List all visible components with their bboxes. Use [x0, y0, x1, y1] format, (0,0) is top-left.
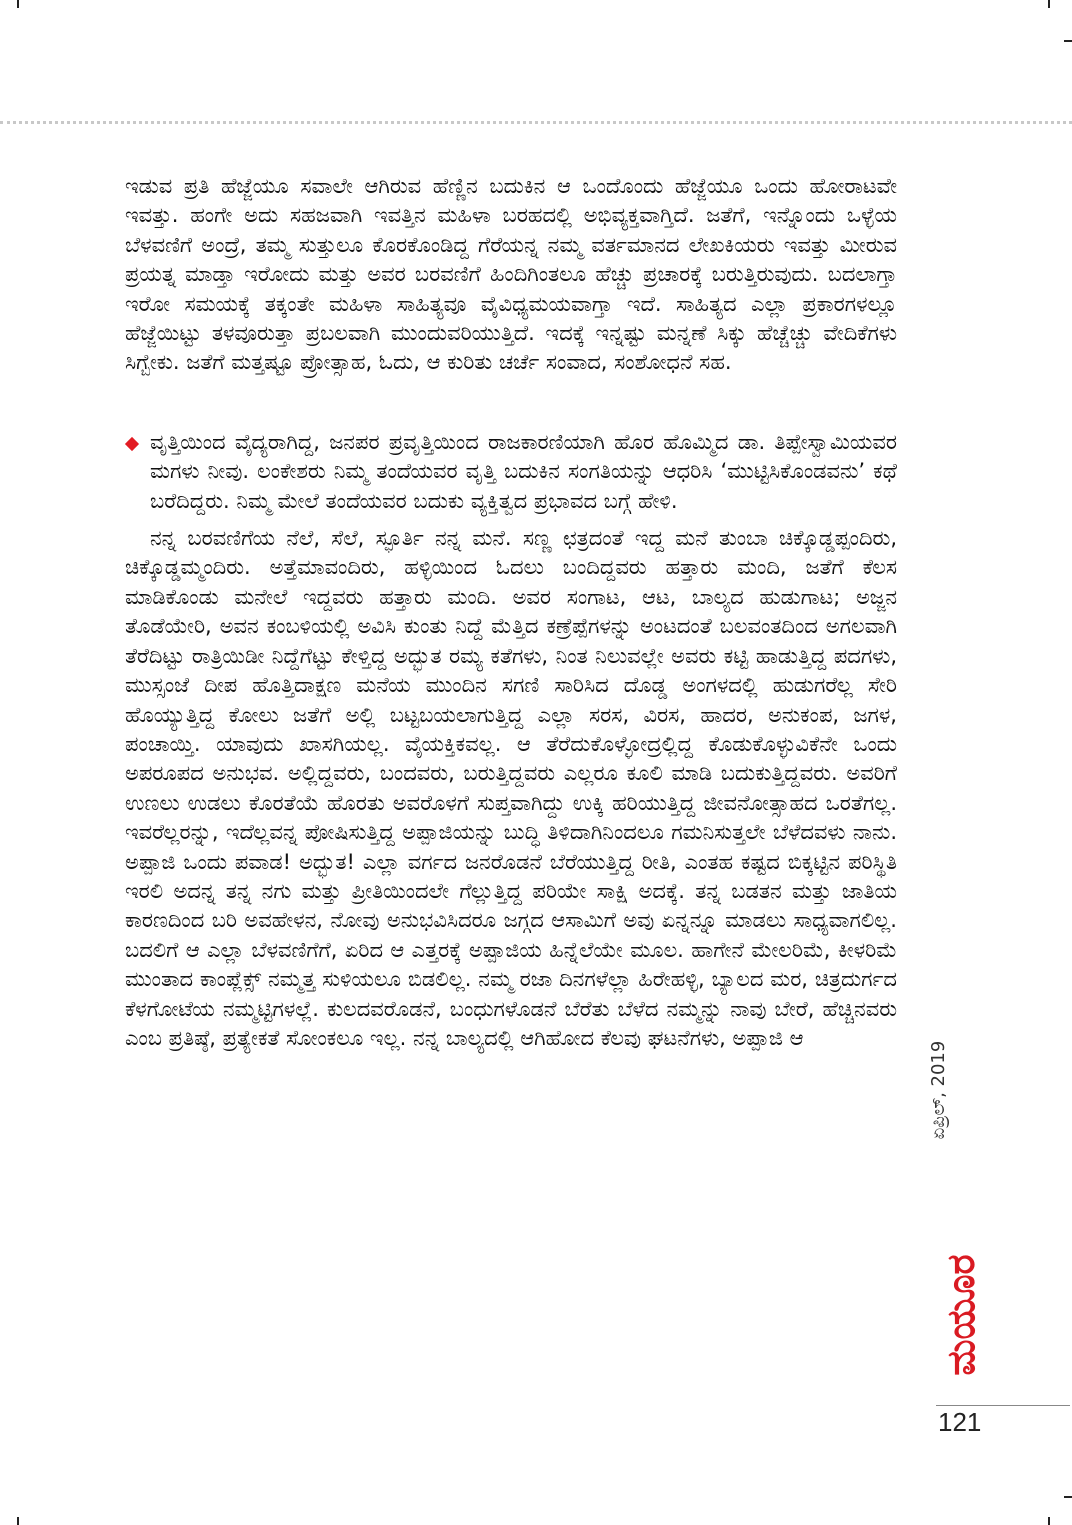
article-body	[125, 172, 897, 1053]
answer-paragraph: ನನ್ನ ಬರವಣಿಗೆಯ ನೆಲೆ, ಸೆಲೆ, ಸ್ಫೂರ್ತಿ ನನ್ನ ಮನೆ. ಸಣ್ಣ ಛತ್ರದಂತೆ ಇದ್ದ ಮನೆ ತುಂಬಾ ಚಿಕ್ಕೊಡ್ಡಪ್ಪಂದಿರು, ಚಿಕ್ಕೊಡ್ಡಮ್ಮಂದಿರು. ಅತ್ತೆಮಾವಂದಿರು, ಹಳ್ಳಿಯಿಂದ ಓದಲು ಬಂದಿದ್ದವರು ಹತ್ತಾರು ಮಂದಿ, ಜತೆಗೆ ಕೆಲಸ ಮಾಡಿಕೊಂಡು ಮನೇಲೆ ಇದ್ದವರು ಹತ್ತಾರು ಮಂದಿ. ಅವರ ಸಂಗಾಟ, ಆಟ, ಬಾಲ್ಯದ ಹುಡುಗಾಟ; ಅಜ್ಜನ ತೊಡೆಯೇರಿ, ಅವನ ಕಂಬಳಿಯಲ್ಲಿ ಅವಿಸಿ ಕುಂತು ನಿದ್ದೆ ಮೆತ್ತಿದ ಕಣ್ರೆಪ್ಪೆಗಳನ್ನು ಅಂಟದಂತೆ ಬಲವಂತದಿಂದ ಅಗಲವಾಗಿ ತೆರೆದಿಟ್ಟು ರಾತ್ರಿಯಿಡೀ ನಿದ್ದೆಗೆಟ್ಟು ಕೇಳ್ತಿದ್ದ ಅದ್ಭುತ ರಮ್ಯ ಕತೆಗಳು, ನಿಂತ ನಿಲುವಲ್ಲೇ ಅವರು ಕಟ್ಟಿ ಹಾಡುತ್ತಿದ್ದ ಪದಗಳು, ಮುಸ್ಸಂಜೆ ದೀಪ ಹೊತ್ತಿದಾಕ್ಷಣ ಮನೆಯ ಮುಂದಿನ ಸಗಣಿ ಸಾರಿಸಿದ ದೊಡ್ಡ ಅಂಗಳದಲ್ಲಿ ಹುಡುಗರೆಲ್ಲ ಸೇರಿ ಹೊಯ್ಯುತ್ತಿದ್ದ ಕೋಲು ಜತೆಗೆ ಅಲ್ಲಿ ಬಟ್ಟಬಯಲಾಗುತ್ತಿದ್ದ ಎಲ್ಲಾ ಸರಸ, ವಿರಸ, ಹಾದರ, ಅನುಕಂಪ, ಜಗಳ, ಪಂಚಾಯ್ತಿ. ಯಾವುದು ಖಾಸಗಿಯಲ್ಲ. ವೈಯಕ್ತಿಕವಲ್ಲ. ಆ ತೆರೆದುಕೊಳ್ಳೋದ್ರಲ್ಲಿದ್ದ ಕೊಡುಕೊಳ್ಳುವಿಕೆನೇ ಒಂದು ಅಪರೂಪದ ಅನುಭವ. ಅಲ್ಲಿದ್ದವರು, ಬಂದವರು, ಬರುತ್ತಿದ್ದವರು ಎಲ್ಲರೂ ಕೂಲಿ ಮಾಡಿ ಬದುಕುತ್ತಿದ್ದವರು. ಅವರಿಗೆ ಉಣಲು ಉಡಲು ಕೊರತೆಯೆ ಹೊರತು ಅವರೊಳಗೆ ಸುಪ್ತವಾಗಿದ್ದು ಉಕ್ಕಿ ಹರಿಯುತ್ತಿದ್ದ ಜೀವನೋತ್ಸಾಹದ ಒರತೆಗಲ್ಲ. ಇವರೆಲ್ಲರನ್ನು, ಇದೆಲ್ಲವನ್ನ ಪೋಷಿಸುತ್ತಿದ್ದ ಅಪ್ಪಾಜಿಯನ್ನು ಬುದ್ಧಿ ತಿಳಿದಾಗಿನಿಂದಲೂ ಗಮನಿಸುತ್ತಲೇ ಬೆಳೆದವಳು ನಾನು. ಅಪ್ಪಾಜಿ ಒಂದು ಪವಾಡ! ಅದ್ಭುತ! ಎಲ್ಲಾ ವರ್ಗದ ಜನರೊಡನೆ ಬೆರೆಯುತ್ತಿದ್ದ ರೀತಿ, ಎಂತಹ ಕಷ್ಟದ ಬಿಕ್ಕಟ್ಟಿನ ಪರಿಸ್ಥಿತಿ ಇರಲಿ ಅದನ್ನ ತನ್ನ ನಗು ಮತ್ತು ಪ್ರೀತಿಯಿಂದಲೇ ಗೆಲ್ಲುತ್ತಿದ್ದ ಪರಿಯೇ ಸಾಕ್ಷಿ ಅದಕ್ಕೆ. ತನ್ನ ಬಡತನ ಮತ್ತು ಜಾತಿಯ ಕಾರಣದಿಂದ ಬರಿ ಅವಹೇಳನ, ನೋವು ಅನುಭವಿಸಿದರೂ ಜಗ್ಗದ ಆಸಾಮಿಗೆ ಅವು ಏನ್ನನ್ನೂ ಮಾಡಲು ಸಾಧ್ಯವಾಗಲಿಲ್ಲ. ಬದಲಿಗೆ ಆ ಎಲ್ಲಾ ಬೆಳವಣಿಗೆಗೆ, ಏರಿದ ಆ ಎತ್ತರಕ್ಕೆ ಅಪ್ಪಾಜಿಯ ಹಿನ್ನೆಲೆಯೇ ಮೂಲ. ಹಾಗೇನೆ ಮೇಲರಿಮೆ, ಕೀಳರಿಮೆ ಮುಂತಾದ ಕಾಂಪ್ಲೆಕ್ಸ್ ನಮ್ಮತ್ತ ಸುಳಿಯಲೂ ಬಿಡಲಿಲ್ಲ. ನಮ್ಮ ರಜಾ ದಿನಗಳೆಲ್ಲಾ ಹಿರೇಹಳ್ಳಿ, ಬ್ಯಾಲದ ಮರ, ಚಿತ್ರದುರ್ಗದ ಕೆಳಗೋಟೆಯ ನಮ್ಮಟ್ಟಿಗಳಲ್ಲೆ. ಕುಲದವರೊಡನೆ, ಬಂಧುಗಳೊಡನೆ ಬೆರೆತು ಬೆಳೆದ ನಮ್ಮನ್ನು ನಾವು ಬೇರೆ, ಹೆಚ್ಚಿನವರು ಎಂಬ ಪ್ರತಿಷ್ಠೆ, ಪ್ರತ್ಯೇಕತೆ ಸೋಂಕಲೂ ಇಲ್ಲ. ನನ್ನ ಬಾಲ್ಯದಲ್ಲಿ ಆಗಿಹೋದ ಕೆಲವು ಘಟನೆಗಳು, ಅಪ್ಪಾಜಿ ಆ	[125, 526, 897, 1050]
crop-mark-bottom-right	[1048, 1517, 1050, 1525]
intro-paragraph: ಇಡುವ ಪ್ರತಿ ಹೆಜ್ಜೆಯೂ ಸವಾಲೇ ಆಗಿರುವ ಹೆಣ್ಣಿನ ಬದುಕಿನ ಆ ಒಂದೊಂದು ಹೆಜ್ಜೆಯೂ ಒಂದು ಹೋರಾಟವೇ ಇವತ್ತು. ಹಂಗೇ ಅದು ಸಹಜವಾಗಿ ಇವತ್ತಿನ ಮಹಿಳಾ ಬರಹದಲ್ಲಿ ಅಭಿವ್ಯಕ್ತವಾಗ್ತಿದೆ. ಜತೆಗೆ, ಇನ್ನೊಂದು ಒಳ್ಳೆಯ ಬೆಳವಣಿಗೆ ಅಂದ್ರೆ, ತಮ್ಮ ಸುತ್ತುಲೂ ಕೊರಕೊಂಡಿದ್ದ ಗೆರೆಯನ್ನ ನಮ್ಮ ವರ್ತಮಾನದ ಲೇಖಕಿಯರು ಇವತ್ತು ಮೀರುವ ಪ್ರಯತ್ನ ಮಾಡ್ತಾ ಇರೋದು ಮತ್ತು ಅವರ ಬರವಣಿಗೆ ಹಿಂದಿಗಿಂತಲೂ ಹೆಚ್ಚು ಪ್ರಚಾರಕ್ಕೆ ಬರುತ್ತಿರುವುದು. ಬದಲಾಗ್ತಾ ಇರೋ ಸಮಯಕ್ಕೆ ತಕ್ಕಂತೇ ಮಹಿಳಾ ಸಾಹಿತ್ಯವೂ ವೈವಿಧ್ಯಮಯವಾಗ್ತಾ ಇದೆ. ಸಾಹಿತ್ಯದ ಎಲ್ಲಾ ಪ್ರಕಾರಗಳಲ್ಲೂ ಹೆಜ್ಜೆಯಿಟ್ಟು ತಳವೂರುತ್ತಾ ಪ್ರಬಲವಾಗಿ ಮುಂದುವರಿಯುತ್ತಿದೆ. ಇದಕ್ಕೆ ಇನ್ನಷ್ಟು ಮನ್ನಣೆ ಸಿಕ್ಕು ಹೆಚ್ಚೆಚ್ಚು ವೇದಿಕೆಗಳು ಸಿಗ್ಬೇಕು. ಜತೆಗೆ ಮತ್ತಷ್ಟೂ ಪ್ರೋತ್ಸಾಹ, ಓದು, ಆ ಕುರಿತು ಚರ್ಚೆ ಸಂವಾದ, ಸಂಶೋಧನೆ ಸಹ.	[125, 174, 897, 375]
page-number: 121	[938, 1407, 982, 1437]
diamond-bullet-icon	[125, 437, 139, 451]
page-number-rule	[936, 1405, 1070, 1406]
crop-mark-top-left	[17, 0, 19, 8]
header-dotted-rule	[0, 121, 1072, 124]
interview-question	[125, 428, 897, 516]
issue-date: ಏಪ್ರಿಲ್, 2019	[928, 1040, 949, 1140]
magazine-logo: ಮಯೂರ	[939, 1254, 983, 1376]
crop-mark-top-right	[1048, 0, 1050, 8]
question-text: ವೃತ್ತಿಯಿಂದ ವೈದ್ಯರಾಗಿದ್ದ, ಜನಪರ ಪ್ರವೃತ್ತಿಯಿಂದ ರಾಜಕಾರಣಿಯಾಗಿ ಹೊರ ಹೊಮ್ಮಿದ ಡಾ. ತಿಪ್ಪೇಸ್ವಾಮಿಯವರ ಮಗಳು ನೀವು. ಲಂಕೇಶರು ನಿಮ್ಮ ತಂದೆಯವರ ವೃತ್ತಿ ಬದುಕಿನ ಸಂಗತಿಯನ್ನು ಆಧರಿಸಿ ‘ಮುಟ್ಟಿಸಿಕೊಂಡವನು’ ಕಥೆ ಬರೆದಿದ್ದರು. ನಿಮ್ಮ ಮೇಲೆ ತಂದೆಯವರ ಬದುಕು ವ್ಯಕ್ತಿತ್ವದ ಪ್ರಭಾವದ ಬಗ್ಗೆ ಹೇಳಿ.	[150, 429, 897, 513]
crop-mark-bottom-left	[17, 1517, 19, 1525]
crop-mark-right-upper	[1064, 40, 1072, 42]
crop-mark-right-lower	[1064, 1496, 1072, 1498]
